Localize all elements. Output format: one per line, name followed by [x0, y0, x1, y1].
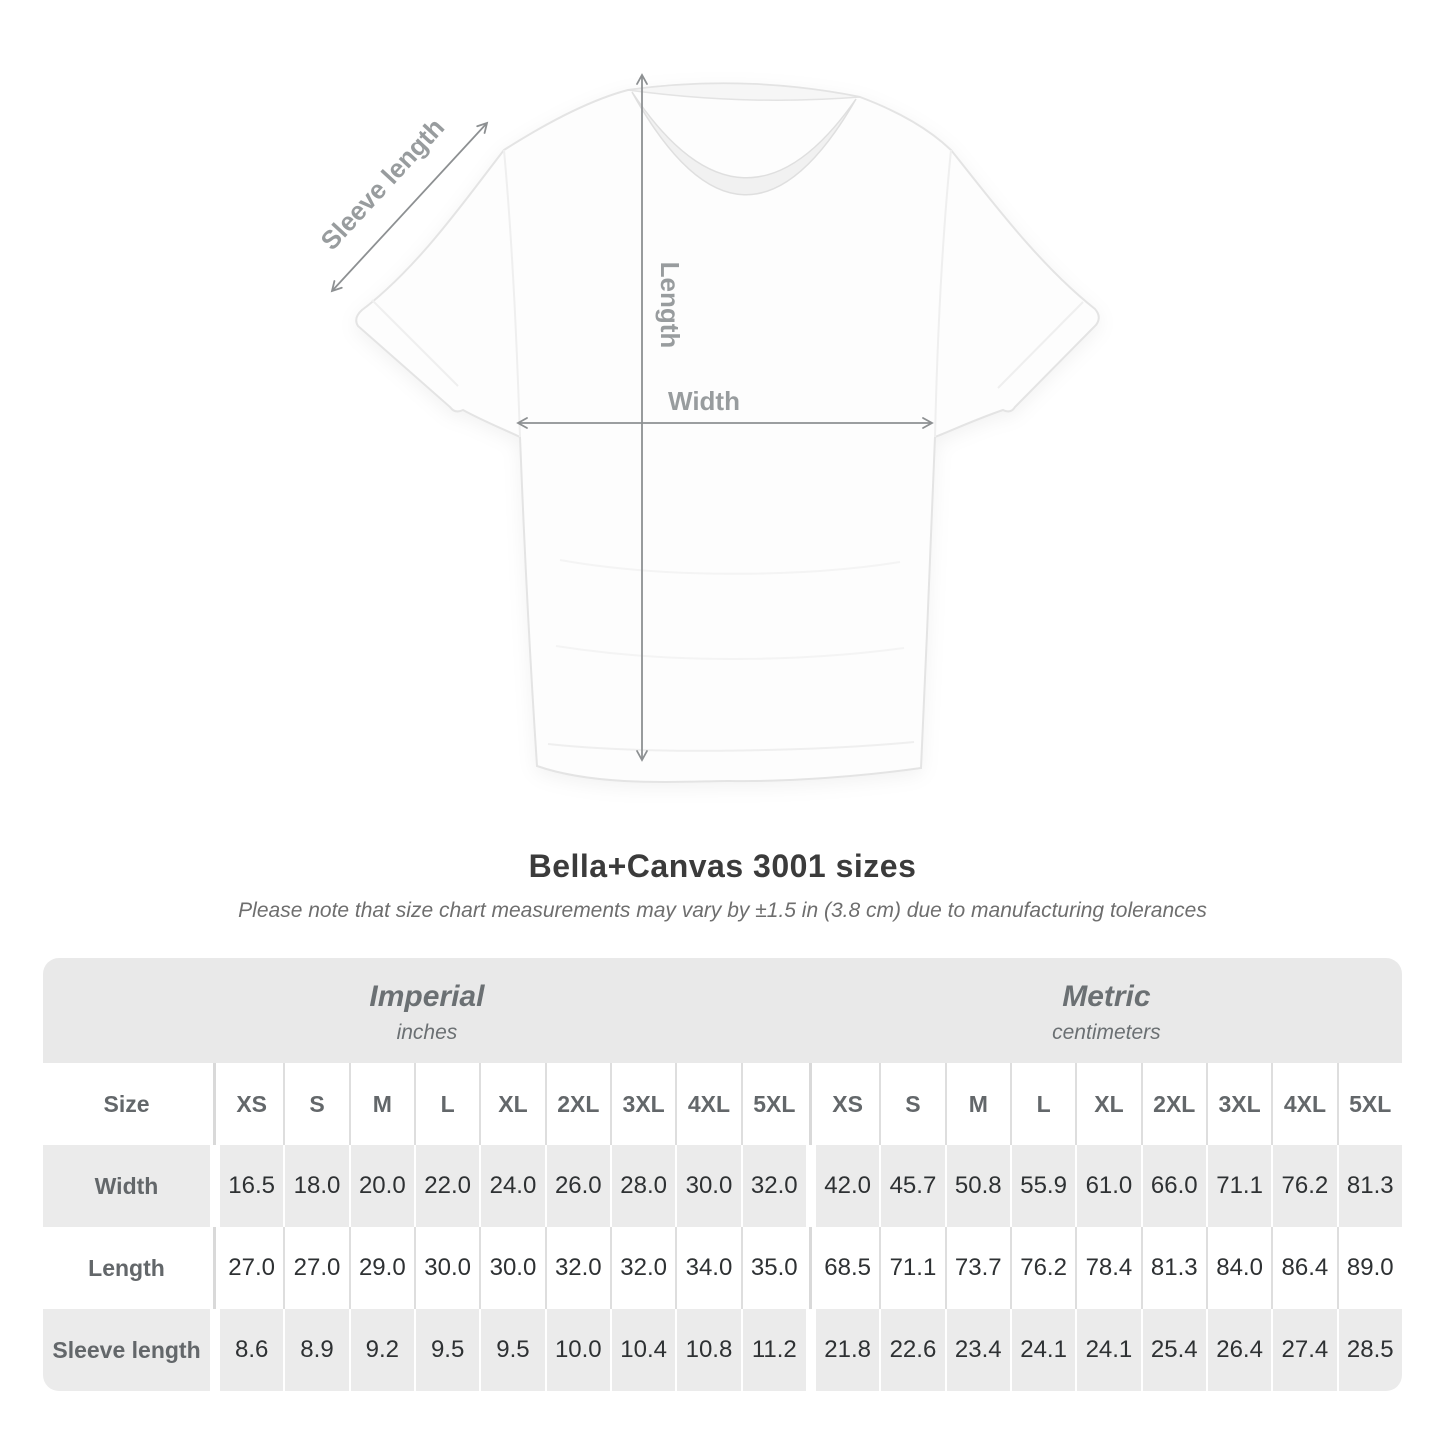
table-cell: 61.0 [1077, 1145, 1140, 1227]
table-cell: 28.0 [612, 1145, 675, 1227]
table-cell: 9.5 [481, 1309, 544, 1391]
imperial-unit: inches [396, 1021, 458, 1044]
size-column-header: XS [816, 1063, 879, 1145]
table-cell: 10.8 [677, 1309, 740, 1391]
size-column-header: 3XL [1208, 1063, 1271, 1145]
column-gap [806, 1063, 816, 1145]
imperial-title: Imperial [369, 980, 485, 1013]
table-cell: 18.0 [285, 1145, 348, 1227]
table-cell: 50.8 [947, 1145, 1010, 1227]
table-rows [43, 1063, 1402, 1391]
table-cell: 32.0 [743, 1145, 806, 1227]
table-cell: 24.1 [1077, 1309, 1140, 1391]
table-cell: 26.0 [547, 1145, 610, 1227]
table-cell: 89.0 [1339, 1227, 1402, 1309]
metric-header [811, 958, 1402, 1063]
metric-unit: centimeters [1052, 1021, 1161, 1044]
size-column-header: XL [1077, 1063, 1140, 1145]
column-gap [806, 1227, 816, 1309]
size-column-header: M [947, 1063, 1010, 1145]
table-cell: 68.5 [816, 1227, 879, 1309]
table-cell: 26.4 [1208, 1309, 1271, 1391]
table-cell: 30.0 [481, 1227, 544, 1309]
size-column-header: S [881, 1063, 944, 1145]
table-cell: 42.0 [816, 1145, 879, 1227]
table-cell: 71.1 [1208, 1145, 1271, 1227]
table-cell: 29.0 [351, 1227, 414, 1309]
table-cell: 9.2 [351, 1309, 414, 1391]
length-label: Length [655, 261, 685, 349]
table-cell: 66.0 [1143, 1145, 1206, 1227]
table-cell: 45.7 [881, 1145, 944, 1227]
table-cell: 11.2 [743, 1309, 806, 1391]
table-cell: 81.3 [1339, 1145, 1402, 1227]
table-row [43, 1309, 1402, 1391]
sleeve-length-label: Sleeve length [314, 112, 451, 256]
table-cell: 10.0 [547, 1309, 610, 1391]
table-cell: 22.6 [881, 1309, 944, 1391]
table-cell: 8.6 [220, 1309, 283, 1391]
table-cell: 24.1 [1012, 1309, 1075, 1391]
table-row [43, 1145, 1402, 1227]
size-column-header: 4XL [677, 1063, 740, 1145]
table-cell: 71.1 [881, 1227, 944, 1309]
table-cell: 25.4 [1143, 1309, 1206, 1391]
table-cell: 35.0 [743, 1227, 806, 1309]
column-gap [210, 1145, 220, 1227]
table-cell: 34.0 [677, 1227, 740, 1309]
table-cell: 84.0 [1208, 1227, 1271, 1309]
column-gap [210, 1227, 220, 1309]
table-cell: 76.2 [1012, 1227, 1075, 1309]
table-cell: 22.0 [416, 1145, 479, 1227]
table-cell: 73.7 [947, 1227, 1010, 1309]
table-cell: 9.5 [416, 1309, 479, 1391]
page-title: Bella+Canvas 3001 sizes [528, 848, 917, 884]
table-cell: 27.0 [220, 1227, 283, 1309]
column-gap [806, 1309, 816, 1391]
table-unit-band [43, 958, 1402, 1063]
size-table [43, 958, 1402, 1391]
size-column-header: 3XL [612, 1063, 675, 1145]
size-column-header: L [1012, 1063, 1075, 1145]
table-cell: 28.5 [1339, 1309, 1402, 1391]
table-cell: 16.5 [220, 1145, 283, 1227]
size-column-header: 4XL [1273, 1063, 1336, 1145]
table-cell: 30.0 [677, 1145, 740, 1227]
row-label: Sleeve length [43, 1309, 210, 1391]
size-column-header: 2XL [547, 1063, 610, 1145]
table-cell: 32.0 [612, 1227, 675, 1309]
size-column-header: XL [481, 1063, 544, 1145]
table-cell: 24.0 [481, 1145, 544, 1227]
table-cell: 30.0 [416, 1227, 479, 1309]
tshirt-graphic [356, 83, 1099, 782]
column-gap [210, 1063, 220, 1145]
width-label: Width [668, 386, 740, 416]
table-cell: 32.0 [547, 1227, 610, 1309]
column-gap [806, 1145, 816, 1227]
table-cell: 76.2 [1273, 1145, 1336, 1227]
table-cell: 10.4 [612, 1309, 675, 1391]
row-label: Length [43, 1227, 210, 1309]
size-column-header: 2XL [1143, 1063, 1206, 1145]
table-cell: 55.9 [1012, 1145, 1075, 1227]
metric-title: Metric [1062, 980, 1151, 1013]
size-column-header: 5XL [1339, 1063, 1402, 1145]
table-row [43, 1227, 1402, 1309]
table-cell: 86.4 [1273, 1227, 1336, 1309]
table-cell: 78.4 [1077, 1227, 1140, 1309]
size-column-header: 5XL [743, 1063, 806, 1145]
size-column-header: XS [220, 1063, 283, 1145]
table-cell: 27.0 [285, 1227, 348, 1309]
table-cell: 81.3 [1143, 1227, 1206, 1309]
row-label: Width [43, 1145, 210, 1227]
page-subtitle: Please note that size chart measurements may vary by ±1.5 in (3.8 cm) due to manufacturing tolerances [238, 899, 1207, 922]
size-column-header: L [416, 1063, 479, 1145]
table-cell: 8.9 [285, 1309, 348, 1391]
row-label: Size [43, 1063, 210, 1145]
table-cell: 20.0 [351, 1145, 414, 1227]
table-cell: 27.4 [1273, 1309, 1336, 1391]
table-row [43, 1063, 1402, 1145]
column-gap [210, 1309, 220, 1391]
table-cell: 21.8 [816, 1309, 879, 1391]
size-column-header: M [351, 1063, 414, 1145]
imperial-header [43, 958, 811, 1063]
table-cell: 23.4 [947, 1309, 1010, 1391]
size-column-header: S [285, 1063, 348, 1145]
